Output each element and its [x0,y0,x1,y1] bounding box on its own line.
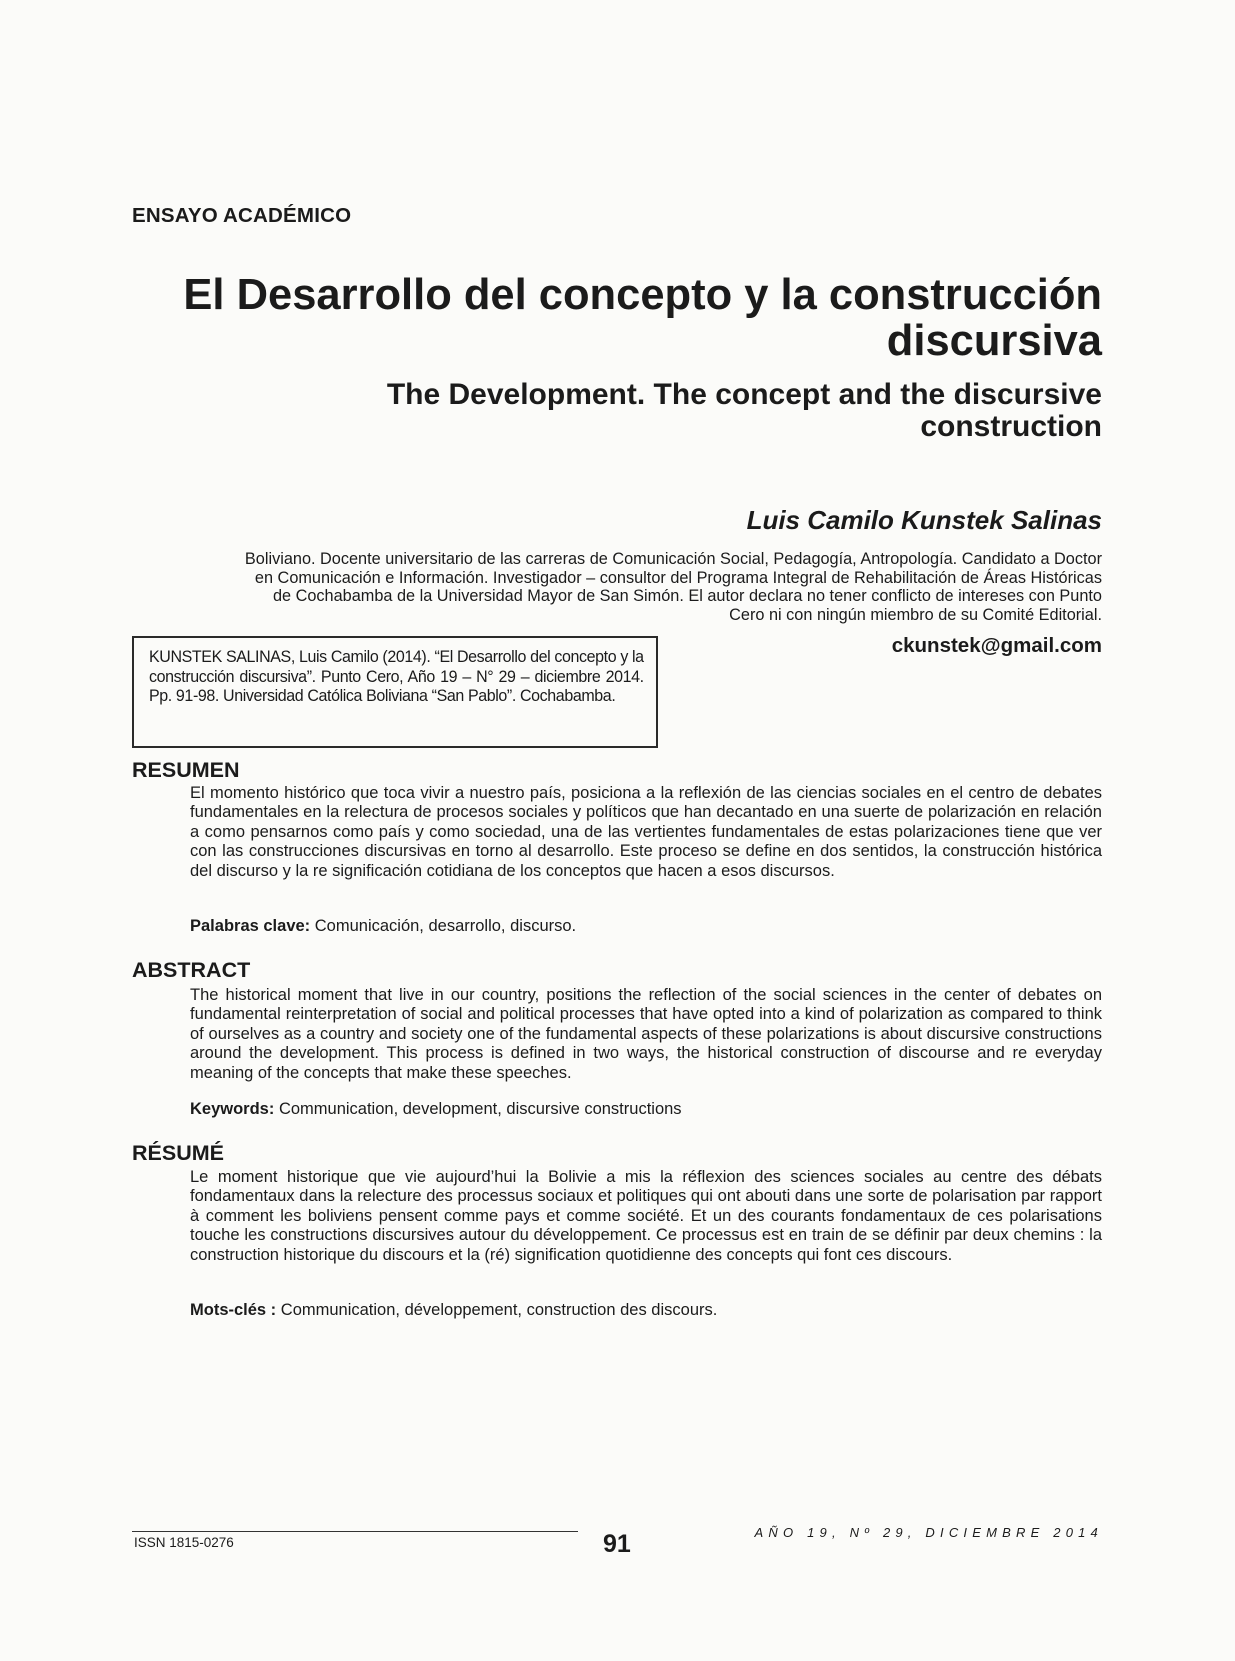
keywords-label: Mots-clés : [190,1301,277,1319]
citation-text: KUNSTEK SALINAS, Luis Camilo (2014). “El Desarrollo del concepto y la construcción discursiva”. Punto Cero, Año 19 – N° 29 – diciembre 2014. Pp. 91-98. Universidad Católica Boliviana “San Pablo”. Cochabamba. [149,648,644,705]
keywords-value: Communication, développement, construction des discours. [276,1301,718,1319]
resumen-keywords [190,917,576,936]
bio-line: en Comunicación e Información. Investigador – consultor del Programa Integral de Rehabilitación de Áreas Históricas [254,568,1102,587]
resume-keywords [190,1301,717,1320]
keywords-value: Comunicación, desarrollo, discurso. [310,917,577,935]
keywords-value: Communication, development, discursive constructions [274,1100,682,1118]
issue-info: AÑO 19, Nº 29, DICIEMBRE 2014 [754,1525,1103,1540]
bio-line: de Cochabamba de la Universidad Mayor de San Simón. El autor declara no tener conflicto de intereses con Punto [272,587,1102,606]
resumen-heading: RESUMEN [132,758,240,782]
author-bio [102,550,1102,625]
english-title [202,379,1102,443]
citation-box [132,636,658,748]
keywords-label: Keywords: [190,1100,275,1118]
keywords-label: Palabras clave: [190,917,311,935]
english-title-line-2: construction [920,410,1102,443]
section-label: ENSAYO ACADÉMICO [132,204,352,227]
footer-rule [132,1531,578,1532]
resumen-body: El momento histórico que toca vivir a nuestro país, posiciona a la reflexión de las ciencias sociales en el centro de debates fundamentales en la relectura de procesos sociales y políticos que han decantado en una suerte de polarización en relación a como pensarnos como país y como sociedad, una de las vertientes fundamentales de estas polarizaciones tiene que ver con las construcciones discursivas en torno al desarrollo. Este proceso se define en dos sentidos, la construcción histórica del discurso y la re significación cotidiana de los conceptos que hacen a esos discursos. [190,784,1102,880]
bio-line: Cero ni con ningún miembro de su Comité Editorial. [729,606,1102,625]
abstract-keywords [190,1100,682,1119]
spanish-title-line-2: discursiva [886,317,1102,365]
page-number: 91 [603,1530,631,1558]
resume-body: Le moment historique que vie aujourd’hui la Bolivie a mis la réflexion des sciences sociales au centre des débats fondamentaux dans la relecture des processus sociaux et politiques qui ont abouti dans une sorte de polarisation par rapport à comment les boliviens pensent comme pays et comme société. Et un des courants fondamentaux de ces polarisations touche les constructions discursives autour du développement. Ce processus est en train de se définir par deux chemins : la construction historique du discours et la (ré) signification quotidienne des concepts qui font ces discours. [190,1168,1102,1264]
spanish-title-line-1: El Desarrollo del concepto y la construcción [183,271,1102,319]
bio-line: Boliviano. Docente universitario de las carreras de Comunicación Social, Pedagogía, Antropología. Candidato a Doctor [244,550,1102,568]
issn: ISSN 1815-0276 [134,1535,234,1550]
abstract-heading: ABSTRACT [132,958,251,982]
resume-heading: RÉSUMÉ [132,1141,224,1165]
author-email[interactable]: ckunstek@gmail.com [891,634,1102,657]
english-title-line-1: The Development. The concept and the discursive [386,378,1102,411]
abstract-body: The historical moment that live in our country, positions the reflection of the social sciences in the center of debates on fundamental reinterpretation of social and political processes that have opted into a kind of polarization as compared to think of ourselves as a country and society one of the fundamental aspects of these polarizations is about discursive constructions around the development. This process is defined in two ways, the historical construction of discourse and re everyday meaning of the concepts that make these speeches. [190,986,1102,1082]
author-name: Luis Camilo Kunstek Salinas [746,505,1102,535]
spanish-title [102,272,1102,364]
